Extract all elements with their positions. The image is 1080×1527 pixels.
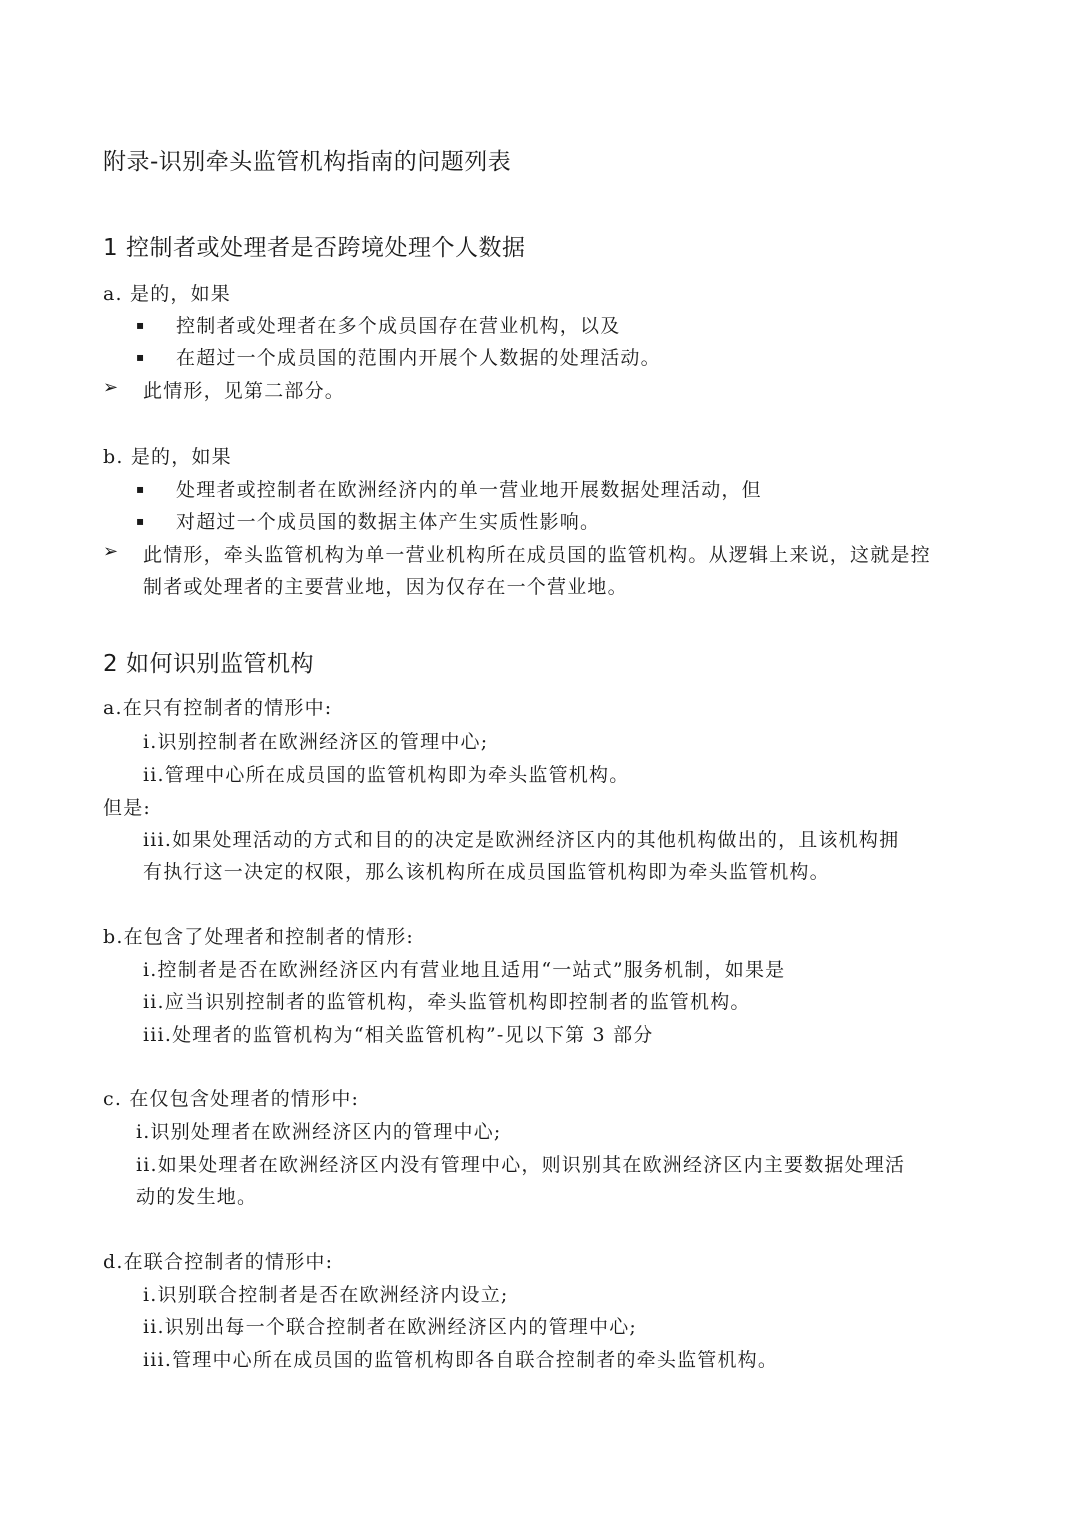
section-1a-item-2: 在超过一个成员国的范围内开展个人数据的处理活动。 [176, 347, 661, 369]
section-2d-item-ii: ii.识别出每一个联合控制者在欧洲经济区内的管理中心; [143, 1316, 637, 1338]
square-bullet-icon: ▪ [136, 350, 145, 364]
section-2c-label: c. 在仅包含处理者的情形中: [103, 1088, 360, 1110]
square-bullet-icon: ▪ [136, 318, 145, 332]
section-2a-item-i: i.识别控制者在欧洲经济区的管理中心; [143, 731, 489, 753]
section-2c-item-i: i.识别处理者在欧洲经济区内的管理中心; [136, 1121, 502, 1143]
section-2c-item-ii-line-2: 动的发生地。 [136, 1186, 258, 1208]
section-2d-item-iii: iii.管理中心所在成员国的监管机构即各自联合控制者的牵头监管机构。 [143, 1349, 779, 1371]
section-1b-arrow-line-1: 此情形，牵头监管机构为单一营业机构所在成员国的监管机构。从逻辑上来说，这就是控 [143, 544, 931, 566]
section-1b-item-2: 对超过一个成员国的数据主体产生实质性影响。 [176, 511, 601, 533]
arrow-bullet-icon: ➢ [103, 541, 119, 562]
square-bullet-icon: ▪ [136, 482, 145, 496]
section-2a-item-ii: ii.管理中心所在成员国的监管机构即为牵头监管机构。 [143, 764, 630, 786]
section-2a-item-iii-line-2: 有执行这一决定的权限，那么该机构所在成员国监管机构即为牵头监管机构。 [143, 861, 830, 883]
section-2a-item-iii-line-1: iii.如果处理活动的方式和目的的决定是欧洲经济区内的其他机构做出的，且该机构拥 [143, 829, 900, 851]
section-1b-label: b. 是的，如果 [103, 446, 232, 468]
section-1b-item-1: 处理者或控制者在欧洲经济内的单一营业地开展数据处理活动，但 [176, 479, 762, 501]
section-2-heading: 2 如何识别监管机构 [103, 651, 314, 677]
section-2a-label: a.在只有控制者的情形中: [103, 697, 333, 719]
section-1a-label: a. 是的，如果 [103, 283, 232, 305]
section-2d-label: d.在联合控制者的情形中: [103, 1251, 334, 1273]
section-2b-item-iii: iii.处理者的监管机构为“相关监管机构”-见以下第 3 部分 [143, 1024, 654, 1046]
section-1a-arrow-text: 此情形，见第二部分。 [143, 380, 346, 402]
section-1b-arrow-line-2: 制者或处理者的主要营业地，因为仅存在一个营业地。 [143, 576, 628, 598]
section-1a-item-1: 控制者或处理者在多个成员国存在营业机构，以及 [176, 315, 621, 337]
section-2d-item-i: i.识别联合控制者是否在欧洲经济内设立; [143, 1284, 509, 1306]
section-2a-but: 但是: [103, 797, 152, 819]
section-2c-item-ii-line-1: ii.如果处理者在欧洲经济区内没有管理中心，则识别其在欧洲经济区内主要数据处理活 [136, 1154, 906, 1176]
section-1-heading: 1 控制者或处理者是否跨境处理个人数据 [103, 235, 526, 261]
square-bullet-icon: ▪ [136, 514, 145, 528]
section-2b-item-i: i.控制者是否在欧洲经济区内有营业地且适用“一站式”服务机制，如果是 [143, 959, 786, 981]
section-2b-item-ii: ii.应当识别控制者的监管机构，牵头监管机构即控制者的监管机构。 [143, 991, 751, 1013]
arrow-bullet-icon: ➢ [103, 377, 119, 398]
section-2b-label: b.在包含了处理者和控制者的情形: [103, 926, 415, 948]
page-title: 附录-识别牵头监管机构指南的问题列表 [103, 149, 512, 175]
